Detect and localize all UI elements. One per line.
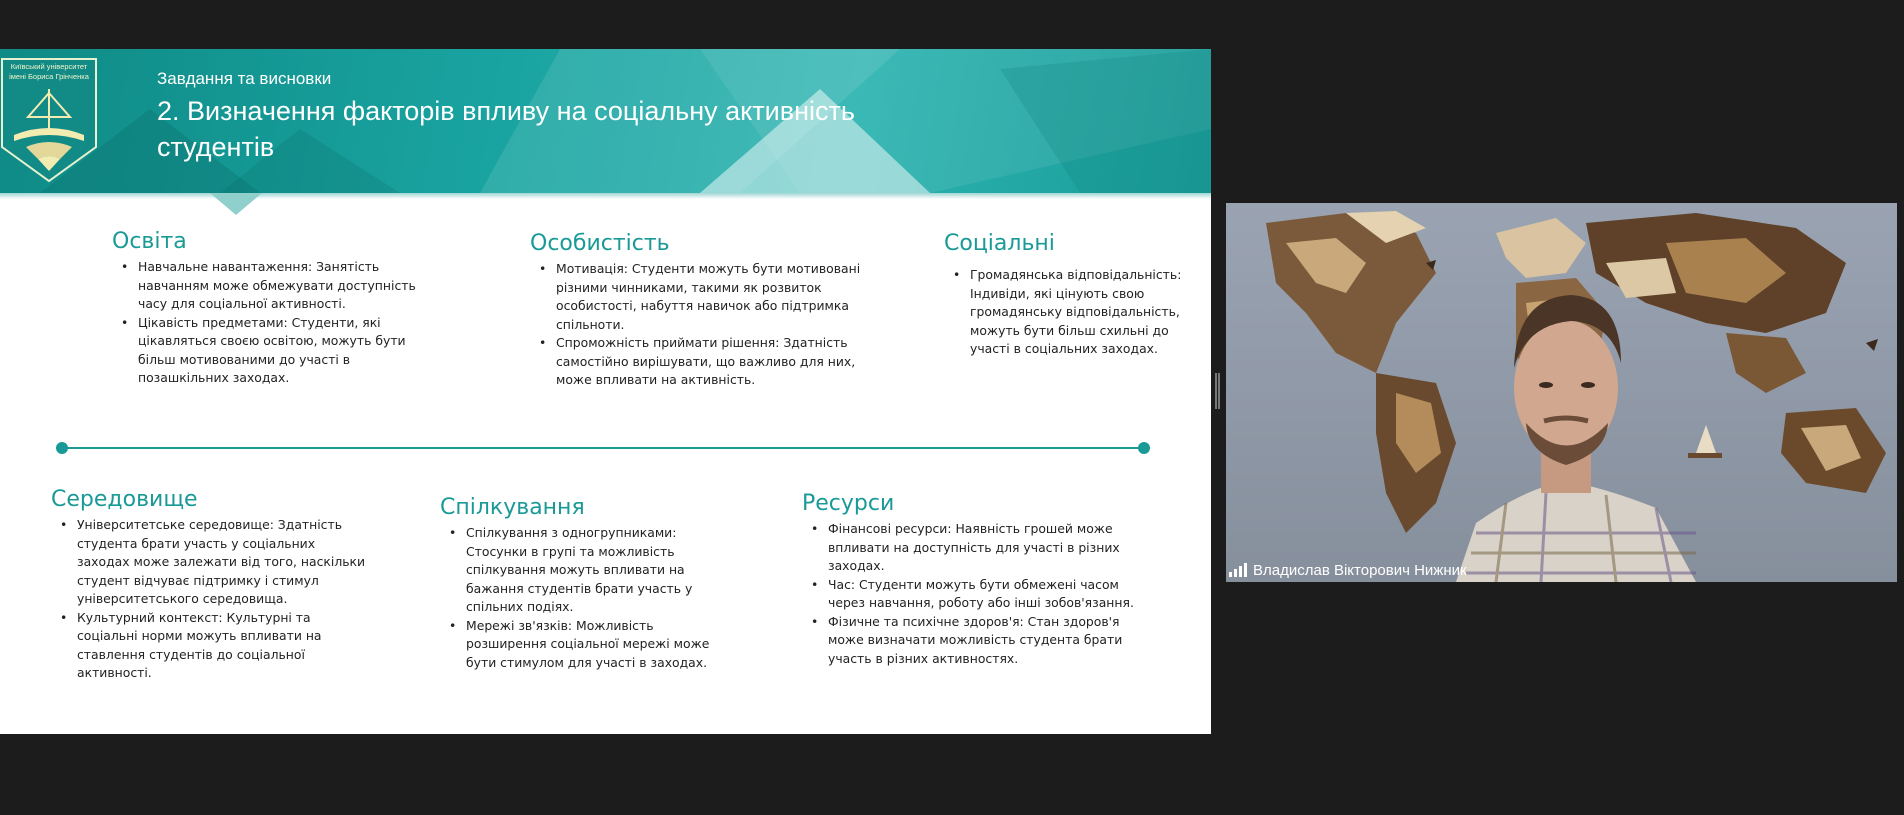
bullet-item: • Культурний контекст: Культурні та соціальні норми можуть впливати на ставлення студентів до соціальної активності. xyxy=(51,609,371,683)
university-logo xyxy=(0,55,98,183)
bullet-item: • Мережі зв'язків: Можливість розширення соціальної мережі може бути стимулом для участі в заходах. xyxy=(440,617,730,673)
bullet-item: • Фінансові ресурси: Наявність грошей може впливати на доступність для участі в різних заходах. xyxy=(802,520,1152,576)
timeline-line xyxy=(62,447,1144,449)
participant-video-tile[interactable] xyxy=(1226,203,1897,582)
video-frame xyxy=(1226,203,1897,582)
bullet-item: • Університетське середовище: Здатність студента брати участь у соціальних заходах може залежати від того, наскільки студент відчуває підтримку і стимул університетського середовища. xyxy=(51,516,371,609)
bullet-item: • Мотивація: Студенти можуть бути мотивовані різними чинниками, такими як розвиток особистості, набуття навичок або підтримка спільноти. xyxy=(530,260,870,334)
section-sotsialni xyxy=(944,231,1184,359)
section-heading: Освіта xyxy=(112,229,187,254)
bullet-list xyxy=(440,524,730,672)
bullet-item: • Навчальне навантаження: Занятість навчанням може обмежувати доступність часу для соціальної активності. xyxy=(112,258,422,314)
shared-slide xyxy=(0,49,1211,734)
section-heading: Ресурси xyxy=(802,491,895,516)
bullet-list xyxy=(530,260,870,390)
timeline-dot-end xyxy=(1138,442,1150,454)
timeline-dot-start xyxy=(56,442,68,454)
signal-bars-icon xyxy=(1229,563,1247,577)
bullet-item: • Фізичне та психічне здоров'я: Стан здоров'я може визначати можливість студента брати участь в різних активностях. xyxy=(802,613,1152,669)
bullet-item: • Спілкування з одногрупниками: Стосунки в групі та можливість спілкування можуть впливати на бажання студентів брати участь у спільних подіях. xyxy=(440,524,730,617)
section-heading: Спілкування xyxy=(440,495,585,520)
section-resursy xyxy=(802,491,1152,668)
svg-text:Київський університет: Київський університет xyxy=(10,62,88,71)
section-heading: Особистість xyxy=(530,231,670,256)
participant-name: Владислав Вікторович Нижник xyxy=(1253,561,1467,579)
bullet-list xyxy=(944,266,1184,359)
bullet-item: • Громадянська відповідальність: Індивіди, які цінують свою громадянську відповідальність, можуть бути більш схильні до участі в соціальних заходах. xyxy=(944,266,1184,359)
section-heading: Середовище xyxy=(51,487,198,512)
slide-title: 2. Визначення факторів впливу на соціальну активність студентів xyxy=(157,96,855,162)
header-notch xyxy=(210,193,262,215)
slide-kicker: Завдання та висновки xyxy=(157,69,332,88)
bullet-list xyxy=(802,520,1152,668)
section-osobystist xyxy=(530,231,870,390)
bullet-list xyxy=(112,258,422,388)
section-spilkuvannia xyxy=(440,495,730,672)
section-heading: Соціальні xyxy=(944,231,1055,256)
bullet-list xyxy=(51,516,371,683)
slide-header-banner xyxy=(0,49,1211,193)
panel-resize-handle[interactable] xyxy=(1215,373,1220,409)
timeline-divider xyxy=(56,441,1150,455)
bullet-item: • Цікавість предметами: Студенти, які цікавляться своєю освітою, можуть бути більш мотивованими до участі в позашкільних заходах. xyxy=(112,314,422,388)
section-osvita xyxy=(112,229,422,388)
bullet-item: • Час: Студенти можуть бути обмежені часом через навчання, роботу або інші зобов'язання. xyxy=(802,576,1152,613)
section-seredovyshche xyxy=(51,487,371,683)
svg-text:імені Бориса Грінченка: імені Бориса Грінченка xyxy=(9,72,89,81)
participant-name-label xyxy=(1229,560,1467,580)
bullet-item: • Спроможність приймати рішення: Здатність самостійно вирішувати, що важливо для них, може впливати на активність. xyxy=(530,334,870,390)
header-shadow xyxy=(0,193,1211,199)
